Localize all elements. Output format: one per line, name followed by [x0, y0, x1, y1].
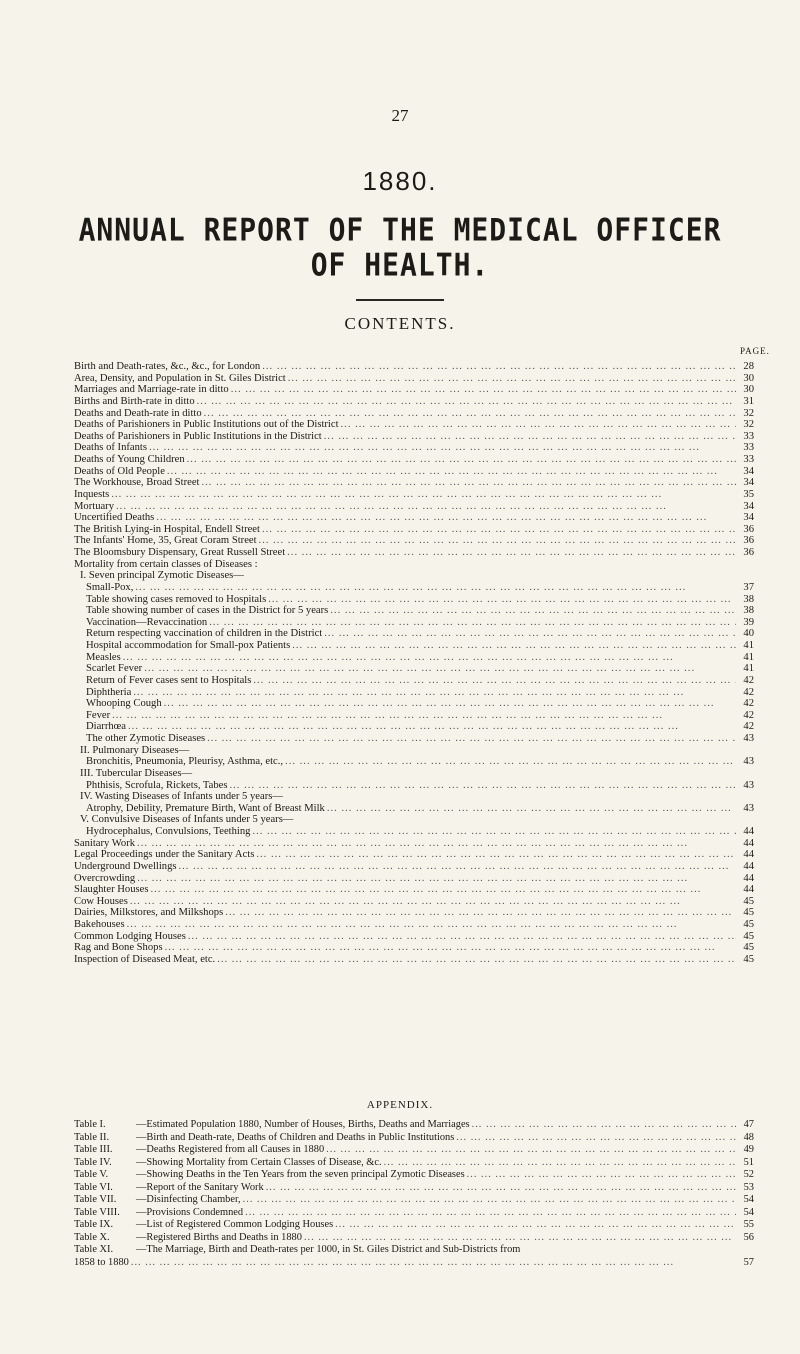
- contents-row: [74, 605, 754, 617]
- leader-dots: [290, 640, 736, 652]
- contents-entry-label: The Workhouse, Broad Street: [74, 477, 200, 489]
- contents-entry-page: 45: [743, 907, 754, 919]
- leader-dots: [244, 570, 736, 582]
- contents-entry-label: Whooping Cough: [86, 698, 162, 710]
- contents-entry-page: 42: [743, 674, 754, 686]
- leader-dots: [215, 954, 736, 966]
- contents-entry-page: 32: [743, 407, 754, 419]
- contents-entry-page: 42: [743, 686, 754, 698]
- contents-entry-page: 42: [743, 698, 754, 710]
- leader-dots: [165, 466, 736, 478]
- page-number: 27: [391, 106, 409, 125]
- contents-entry-page: 40: [743, 628, 754, 640]
- leader-dots: [131, 687, 736, 699]
- contents-entry-page: 42: [743, 721, 754, 733]
- contents-entry-page: 43: [743, 779, 754, 791]
- appendix-row: [74, 1194, 754, 1207]
- contents-entry-label: Legal Proceedings under the Sanitary Acts: [74, 849, 255, 861]
- appendix-entry-page: 54: [743, 1194, 754, 1206]
- contents-entry-label: Rag and Bone Shops: [74, 942, 163, 954]
- appendix-entry-label: —Estimated Population 1880, Number of Houses, Births, Deaths and Marriages: [136, 1119, 470, 1130]
- contents-row: [74, 791, 754, 803]
- leader-dots: [223, 907, 736, 919]
- contents-entry-label: Underground Dwellings: [74, 860, 177, 872]
- appendix-entry-page: [736, 1244, 754, 1257]
- contents-entry-page: 45: [743, 930, 754, 942]
- leader-dots: [257, 535, 736, 547]
- leader-dots: [382, 1157, 736, 1170]
- contents-row: [74, 489, 754, 501]
- contents-entry-label: Slaughter Houses: [74, 884, 149, 896]
- leader-dots: [243, 1207, 736, 1220]
- contents-entry-label: I. Seven principal Zymotic Diseases—: [80, 570, 244, 582]
- appendix-entry-page: 51: [743, 1156, 754, 1168]
- contents-row: [74, 640, 754, 652]
- leader-dots: [135, 873, 736, 885]
- contents-row: [74, 361, 754, 373]
- appendix-list: [74, 1119, 754, 1270]
- appendix-entry: [74, 1182, 264, 1195]
- contents-entry-label: V. Convulsive Diseases of Infants under 5 years—: [80, 814, 294, 826]
- contents-entry-label: Scarlet Fever: [86, 663, 143, 675]
- contents-row: [74, 396, 754, 408]
- leader-dots: [465, 1169, 736, 1182]
- contents-entry-label: Return of Fever cases sent to Hospitals: [86, 674, 252, 686]
- leader-dots: [470, 1119, 736, 1132]
- leader-dots: [260, 361, 736, 373]
- title-line-1: ANNUAL REPORT OF THE MEDICAL OFFICER: [78, 211, 722, 248]
- contents-row: [74, 745, 754, 757]
- contents-row: [74, 803, 754, 815]
- contents-entry-page: 43: [743, 733, 754, 744]
- contents-entry-label: Hydrocephalus, Convulsions, Teething: [86, 826, 251, 837]
- contents-row: [74, 466, 754, 478]
- contents-row: [74, 814, 754, 826]
- contents-entry-page: 44: [743, 860, 754, 872]
- contents-entry-page: [736, 745, 754, 757]
- contents-entry-label: Atrophy, Debility, Premature Birth, Want of Breast Milk: [86, 802, 325, 814]
- appendix-entry-page: 52: [743, 1169, 754, 1181]
- contents-row: [74, 849, 754, 861]
- contents-entry-page: 45: [743, 953, 754, 965]
- leader-dots: [454, 1132, 736, 1145]
- contents-entry-label: The Infants' Home, 35, Great Coram Street: [74, 535, 257, 547]
- appendix-entry: [74, 1232, 302, 1245]
- contents-heading: CONTENTS.: [344, 314, 456, 333]
- contents-row: [74, 896, 754, 908]
- contents-row: [74, 570, 754, 582]
- appendix-row: [74, 1169, 754, 1182]
- contents-entry-page: 44: [743, 837, 754, 849]
- contents-entry-label: Deaths and Death-rate in ditto: [74, 407, 202, 419]
- leader-dots: [109, 489, 736, 501]
- leader-dots: [128, 896, 736, 908]
- contents-row: [74, 652, 754, 664]
- leader-dots: [283, 756, 736, 768]
- appendix-entry-label: —Deaths Registered from all Causes in 1880: [136, 1144, 325, 1156]
- leader-dots: [339, 419, 736, 431]
- contents-list: [74, 361, 754, 966]
- contents-row: [74, 710, 754, 722]
- contents-entry-page: 44: [743, 884, 754, 896]
- contents-entry-label: Deaths of Parishioners in Public Institutions in the District: [74, 430, 322, 442]
- leader-dots: [229, 384, 736, 396]
- leader-dots: [177, 861, 737, 873]
- contents-row: [74, 687, 754, 699]
- contents-entry-label: Area, Density, and Population in St. Giles District: [74, 372, 286, 384]
- appendix-entry-page: 54: [743, 1206, 754, 1218]
- leader-dots: [126, 721, 736, 733]
- appendix-entry-label: —Disinfecting Chamber,: [136, 1194, 241, 1206]
- contents-row: [74, 663, 754, 675]
- contents-row: [74, 907, 754, 919]
- contents-entry-page: 36: [743, 547, 754, 558]
- contents-row: [74, 954, 754, 966]
- contents-entry-page: 43: [743, 802, 754, 814]
- contents-row: [74, 442, 754, 454]
- contents-entry-page: 30: [743, 384, 754, 396]
- appendix-row: [74, 1257, 754, 1270]
- contents-entry-label: Mortality from certain classes of Diseases :: [74, 558, 258, 570]
- leader-dots: [110, 710, 736, 722]
- contents-entry-label: Deaths of Young Children: [74, 454, 185, 465]
- leader-dots: [302, 1232, 736, 1245]
- appendix-row: [74, 1119, 754, 1132]
- contents-row: [74, 919, 754, 931]
- contents-row: [74, 419, 754, 431]
- contents-entry-page: 28: [743, 361, 754, 372]
- contents-row: [74, 535, 754, 547]
- contents-entry-label: Vaccination—Revaccination: [86, 616, 208, 628]
- leader-dots: [147, 442, 736, 454]
- contents-entry-label: Small-Pox,: [86, 581, 134, 593]
- contents-entry-page: [736, 559, 754, 571]
- contents-entry-label: The Bloomsbury Dispensary, Great Russell Street: [74, 547, 286, 558]
- contents-entry-label: Diphtheria: [86, 686, 132, 698]
- leader-dots: [258, 559, 736, 571]
- leader-dots: [324, 1144, 736, 1157]
- contents-entry-page: 38: [743, 593, 754, 605]
- contents-row: [74, 431, 754, 443]
- contents-row: [74, 768, 754, 780]
- appendix-entry-page: 53: [743, 1181, 754, 1193]
- contents-entry-label: Dairies, Milkstores, and Milkshops: [74, 907, 224, 919]
- contents-entry-page: [736, 768, 754, 780]
- contents-entry-label: Hospital accommodation for Small-pox Patients: [86, 640, 291, 651]
- appendix-entry: [74, 1119, 470, 1132]
- contents-entry-page: 44: [743, 826, 754, 837]
- contents-row: [74, 780, 754, 792]
- leader-dots: [162, 698, 736, 710]
- contents-entry-page: 45: [743, 919, 754, 930]
- contents-entry-label: Phthisis, Scrofula, Rickets, Tabes: [86, 779, 228, 791]
- appendix-row: [74, 1232, 754, 1245]
- contents-entry-page: 30: [743, 372, 754, 384]
- appendix-entry-label: —Provisions Condemned: [136, 1206, 244, 1218]
- contents-row: [74, 838, 754, 850]
- contents-row: [74, 733, 754, 745]
- contents-row: [74, 594, 754, 606]
- appendix-table-number: Table VI.: [74, 1181, 113, 1193]
- contents-row: [74, 524, 754, 536]
- leader-dots: [125, 919, 736, 931]
- contents-entry-page: 32: [743, 419, 754, 431]
- contents-entry-page: 33: [743, 442, 754, 454]
- contents-row: [74, 582, 754, 594]
- leader-dots: [121, 652, 736, 664]
- appendix-table-number: Table VII.: [74, 1194, 117, 1206]
- contents-row: [74, 884, 754, 896]
- contents-entry-page: 44: [743, 849, 754, 861]
- page-column-label: PAGE.: [740, 346, 770, 356]
- report-year: 1880.: [362, 166, 438, 196]
- contents-row: [74, 861, 754, 873]
- contents-entry-page: 33: [743, 454, 754, 465]
- title-line-2: OF HEALTH.: [310, 246, 490, 284]
- appendix-table-number: Table IV.: [74, 1156, 112, 1168]
- leader-dots: [250, 826, 736, 838]
- contents-entry-page: 41: [743, 651, 754, 663]
- appendix-entry-page: 56: [743, 1231, 754, 1243]
- contents-row: [74, 628, 754, 640]
- leader-dots: [285, 547, 736, 559]
- contents-row: [74, 698, 754, 710]
- leader-dots: [154, 512, 736, 524]
- contents-entry-label: Inspection of Diseased Meat, etc.: [74, 953, 216, 965]
- leader-dots: [264, 1182, 736, 1195]
- contents-row: [74, 454, 754, 466]
- leader-dots: [192, 768, 736, 780]
- leader-dots: [254, 849, 736, 861]
- contents-entry-label: Overcrowding: [74, 872, 136, 884]
- appendix-entry: [74, 1244, 520, 1257]
- leader-dots: [163, 942, 736, 954]
- contents-row: [74, 942, 754, 954]
- contents-entry-label: Marriages and Marriage-rate in ditto: [74, 384, 229, 396]
- contents-entry-page: 38: [743, 605, 754, 617]
- contents-entry-page: [736, 570, 754, 582]
- contents-entry-label: The other Zymotic Diseases: [86, 733, 206, 744]
- leader-dots: [260, 524, 736, 536]
- contents-entry-label: Return respecting vaccination of children in the District: [86, 628, 323, 640]
- appendix-table-number: Table XI.: [74, 1244, 114, 1256]
- contents-entry-label: Births and Birth-rate in ditto: [74, 395, 195, 407]
- appendix-table-number: Table III.: [74, 1144, 113, 1156]
- leader-dots: [286, 373, 736, 385]
- contents-row: [74, 675, 754, 687]
- contents-row: [74, 721, 754, 733]
- contents-row: [74, 373, 754, 385]
- contents-entry-page: 34: [743, 465, 754, 477]
- contents-entry-page: 42: [743, 709, 754, 721]
- contents-row: [74, 873, 754, 885]
- contents-row: [74, 931, 754, 943]
- leader-dots: [325, 803, 736, 815]
- leader-dots: [148, 884, 736, 896]
- contents-entry-label: Sanitary Work: [74, 837, 136, 849]
- leader-dots: [322, 431, 736, 443]
- contents-row: [74, 501, 754, 513]
- leader-dots: [142, 663, 736, 675]
- contents-entry-label: Bronchitis, Pneumonia, Pleurisy, Asthma, etc.,: [86, 756, 284, 768]
- contents-entry-page: 31: [743, 395, 754, 407]
- appendix-entry: [74, 1169, 465, 1182]
- leader-dots: [202, 408, 736, 420]
- appendix-entry-label: —The Marriage, Birth and Death-rates per 1000, in St. Giles District and Sub-Districts from: [136, 1244, 521, 1256]
- contents-row: [74, 559, 754, 571]
- appendix-table-number: Table I.: [74, 1119, 106, 1130]
- appendix-entry-page: 49: [743, 1144, 754, 1156]
- contents-entry-label: IV. Wasting Diseases of Infants under 5 years—: [80, 791, 283, 803]
- contents-entry-label: Bakehouses: [74, 919, 125, 930]
- contents-entry-label: Deaths of Old People: [74, 465, 165, 477]
- appendix-entry-label: —Showing Deaths in the Ten Years from the seven principal Zymotic Diseases: [136, 1169, 465, 1181]
- contents-entry-page: 41: [743, 640, 754, 651]
- appendix-entry-label: —Report of the Sanitary Work: [136, 1181, 264, 1193]
- appendix-entry-label: —List of Registered Common Lodging Houses: [136, 1219, 334, 1231]
- contents-entry-page: 34: [743, 512, 754, 524]
- contents-row: [74, 512, 754, 524]
- contents-entry-page: 36: [743, 523, 754, 535]
- appendix-row: [74, 1207, 754, 1220]
- leader-dots: [133, 582, 736, 594]
- contents-entry-page: 35: [743, 488, 754, 500]
- contents-entry-page: 33: [743, 430, 754, 442]
- leader-dots: [227, 780, 736, 792]
- contents-entry-page: 44: [743, 872, 754, 884]
- appendix-table-number: Table X.: [74, 1231, 110, 1243]
- leader-dots: [266, 594, 736, 606]
- contents-entry-page: [736, 791, 754, 803]
- contents-entry-page: 34: [743, 500, 754, 512]
- contents-row: [74, 477, 754, 489]
- contents-entry-label: Mortuary: [74, 500, 115, 512]
- appendix-heading: APPENDIX.: [366, 1099, 434, 1111]
- leader-dots: [207, 617, 736, 629]
- contents-entry-label: Table showing cases removed to Hospitals: [86, 593, 267, 605]
- appendix-row: [74, 1144, 754, 1157]
- contents-entry-page: 39: [743, 616, 754, 628]
- leader-dots: [189, 745, 736, 757]
- contents-entry-label: III. Tubercular Diseases—: [80, 767, 193, 779]
- contents-entry-page: 37: [743, 581, 754, 593]
- leader-dots: [185, 454, 736, 466]
- appendix-entry-page: 47: [743, 1119, 754, 1130]
- appendix-entry-label: —Showing Mortality from Certain Classes of Disease, &c.: [136, 1156, 382, 1168]
- contents-entry-page: 41: [743, 663, 754, 675]
- leader-dots: [135, 838, 736, 850]
- contents-entry-label: Deaths of Parishioners in Public Institutions out of the District: [74, 419, 339, 431]
- contents-entry-page: 45: [743, 942, 754, 954]
- leader-dots: [293, 814, 736, 826]
- contents-row: [74, 547, 754, 559]
- appendix-row: [74, 1132, 754, 1145]
- leader-dots: [333, 1219, 736, 1232]
- contents-entry-label: Birth and Death-rates, &c., &c., for London: [74, 361, 261, 372]
- appendix-table-number: Table IX.: [74, 1219, 114, 1231]
- contents-entry-page: 34: [743, 477, 754, 489]
- contents-entry-label: Uncertified Deaths: [74, 512, 155, 524]
- contents-entry-label: Measles: [86, 651, 121, 663]
- contents-row: [74, 384, 754, 396]
- appendix-row: [74, 1182, 754, 1195]
- contents-entry-page: 45: [743, 895, 754, 907]
- contents-entry-label: Common Lodging Houses: [74, 930, 186, 942]
- leader-dots: [186, 931, 736, 943]
- contents-entry-page: [736, 814, 754, 826]
- report-title: [0, 213, 800, 283]
- appendix-table-number: Table II.: [74, 1131, 110, 1143]
- contents-row: [74, 756, 754, 768]
- appendix-table-number: Table VIII.: [74, 1206, 120, 1218]
- appendix-entry-page: 57: [743, 1257, 754, 1269]
- leader-dots: [251, 675, 736, 687]
- title-divider: [356, 299, 444, 301]
- appendix-entry-page: 55: [743, 1219, 754, 1231]
- contents-entry-label: Cow Houses: [74, 895, 128, 907]
- appendix-entry-label: 1858 to 1880: [74, 1257, 129, 1269]
- contents-entry-label: Fever: [86, 709, 111, 721]
- leader-dots: [205, 733, 736, 745]
- appendix-table-number: Table V.: [74, 1169, 109, 1181]
- leader-dots: [322, 628, 736, 640]
- contents-row: [74, 826, 754, 838]
- contents-entry-label: Deaths of Infants: [74, 442, 147, 454]
- appendix-row: [74, 1157, 754, 1170]
- appendix-entry: [74, 1207, 243, 1220]
- appendix-row: [74, 1244, 754, 1257]
- appendix-entry: [74, 1157, 382, 1170]
- appendix-entry-label: —Registered Births and Deaths in 1880: [136, 1231, 302, 1243]
- appendix-entry: [74, 1144, 324, 1157]
- contents-entry-label: II. Pulmonary Diseases—: [80, 744, 190, 756]
- contents-row: [74, 408, 754, 420]
- contents-entry-label: The British Lying-in Hospital, Endell Street: [74, 523, 260, 535]
- leader-dots: [283, 791, 736, 803]
- appendix-entry: [74, 1132, 454, 1145]
- leader-dots: [520, 1244, 736, 1257]
- appendix-entry-page: 48: [743, 1131, 754, 1143]
- contents-entry-label: Diarrhœa: [86, 721, 127, 733]
- appendix-row: [74, 1219, 754, 1232]
- contents-entry-label: Table showing number of cases in the District for 5 years: [86, 605, 329, 617]
- leader-dots: [129, 1257, 736, 1270]
- leader-dots: [195, 396, 736, 408]
- contents-entry-page: 43: [743, 756, 754, 768]
- appendix-entry: [74, 1194, 241, 1207]
- contents-row: [74, 617, 754, 629]
- leader-dots: [241, 1194, 736, 1207]
- appendix-entry: [74, 1219, 333, 1232]
- appendix-entry: [74, 1257, 129, 1270]
- appendix-entry-label: —Birth and Death-rate, Deaths of Children and Deaths in Public Institutions: [136, 1131, 455, 1143]
- contents-entry-label: Inquests: [74, 488, 110, 500]
- leader-dots: [114, 501, 736, 513]
- leader-dots: [328, 605, 736, 617]
- leader-dots: [199, 477, 736, 489]
- contents-entry-page: 36: [743, 535, 754, 547]
